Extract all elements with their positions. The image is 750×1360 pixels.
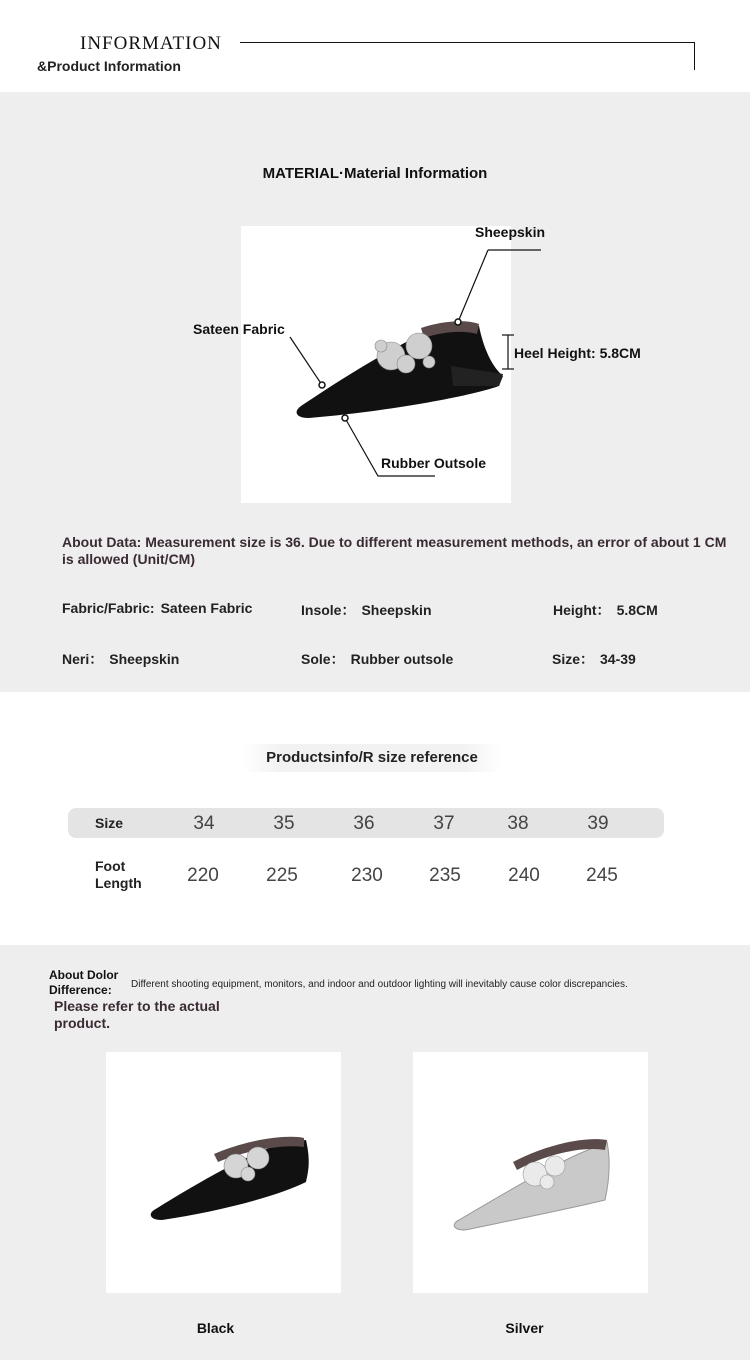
size-cell: 38	[507, 813, 529, 834]
color-difference-label: About Dolor Difference:	[49, 968, 119, 997]
header-rule-end	[694, 42, 695, 70]
material-heading: MATERIAL·Material Information	[262, 165, 488, 182]
color-option-black-photo[interactable]	[106, 1052, 341, 1293]
refer-actual-product: Please refer to the actual product.	[54, 998, 220, 1031]
spec-value: Rubber outsole	[350, 651, 454, 667]
spec-label: Neri：	[62, 651, 104, 667]
color-option-silver-photo[interactable]	[413, 1052, 648, 1293]
color-name-black: Black	[196, 1320, 235, 1336]
spec-label: Height：	[553, 602, 611, 618]
spec-label: Sole：	[301, 651, 345, 667]
callout-outsole: Rubber Outsole	[381, 455, 487, 471]
color-section	[0, 945, 750, 1360]
foot-length-label: Foot Length	[95, 858, 142, 891]
spec-fabric	[62, 600, 252, 616]
spec-size	[552, 649, 636, 669]
spec-value: 34-39	[600, 651, 636, 667]
measurement-note: About Data: Measurement size is 36. Due to different measurement methods, an error of about 1 CM is allowed (Unit/CM)	[62, 534, 727, 567]
size-section	[0, 692, 750, 945]
length-cell: 225	[266, 865, 298, 886]
spec-value: Sateen Fabric	[160, 600, 253, 616]
spec-sole	[301, 649, 453, 669]
size-cell: 34	[193, 813, 215, 834]
color-name-silver: Silver	[505, 1320, 544, 1336]
length-cell: 240	[508, 865, 540, 886]
spec-label: Insole：	[301, 602, 356, 618]
length-cell: 230	[351, 865, 383, 886]
header-subtitle: &Product Information	[37, 58, 181, 74]
size-heading: Productsinfo/R size reference	[242, 744, 502, 772]
size-cell: 37	[433, 813, 455, 834]
spec-lining	[62, 649, 179, 669]
spec-value: 5.8CM	[616, 602, 658, 618]
material-section	[0, 92, 750, 692]
size-row-label: Size	[95, 815, 124, 831]
header-rule	[240, 42, 695, 43]
callout-heel-height: Heel Height: 5.8CM	[514, 345, 641, 361]
length-cell: 235	[429, 865, 461, 886]
shoe-silver-icon	[413, 1052, 648, 1293]
spec-label: Size：	[552, 651, 595, 667]
size-cell: 39	[587, 813, 609, 834]
callout-sateen: Sateen Fabric	[193, 321, 285, 337]
length-cell: 220	[187, 865, 219, 886]
spec-value: Sheepskin	[361, 602, 432, 618]
shoe-black-icon	[106, 1052, 341, 1293]
header-title: INFORMATION	[80, 33, 222, 54]
spec-label: Fabric/Fabric:	[62, 600, 155, 616]
length-cell: 245	[586, 865, 618, 886]
color-difference-note: Different shooting equipment, monitors, and indoor and outdoor lighting will inevitably cause color discrepancies.	[131, 979, 628, 990]
spec-value: Sheepskin	[109, 651, 180, 667]
spec-height	[553, 600, 658, 620]
size-cell: 36	[353, 813, 375, 834]
info-header	[0, 0, 750, 92]
size-cell: 35	[273, 813, 295, 834]
spec-insole	[301, 600, 432, 620]
callout-sheepskin: Sheepskin	[475, 224, 546, 240]
